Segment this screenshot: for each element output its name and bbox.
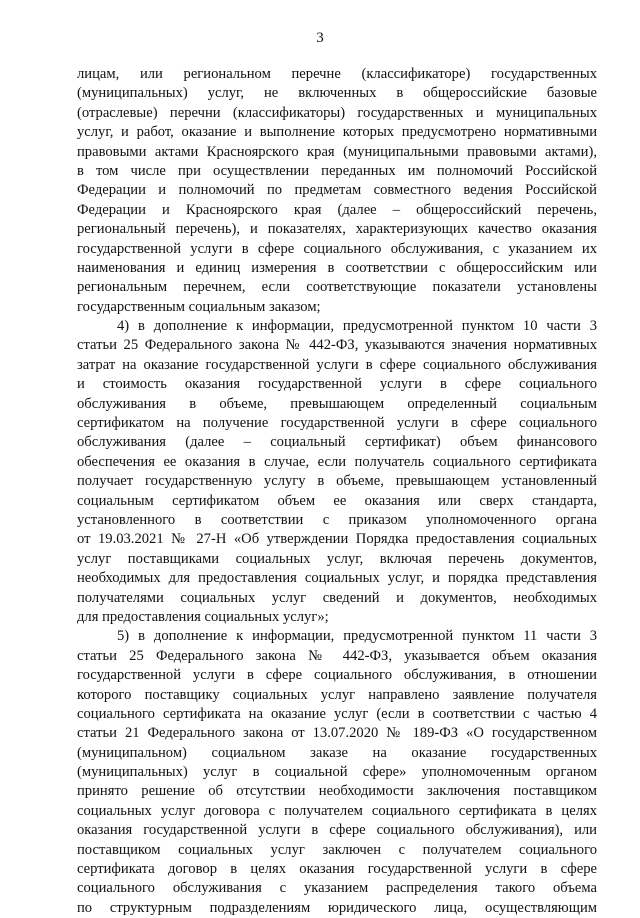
text-line: услуг, и работ, оказание и выполнение которых предусмотрено нормативными [77, 124, 597, 141]
text-line: от 19.03.2021 № 27-Н «Об утверждении Порядка предоставления социальных [77, 531, 597, 548]
text-line: (отраслевые) перечни (классификаторы) государственных и муниципальных [77, 104, 597, 121]
text-line: принято решение об отсутствии необходимости заключения поставщиком [77, 783, 597, 800]
text-line: статьи 25 Федерального закона № 442-ФЗ, указывается объем оказания [77, 647, 597, 664]
text-line: сертификата договор в целях оказания государственной услуги в сфере [77, 861, 597, 878]
text-line: региональным перечнем, если соответствующие показатели установлены [77, 279, 597, 296]
text-line: статьи 21 Федерального закона от 13.07.2020 № 189-ФЗ «О государственном [77, 725, 597, 742]
paragraph [77, 627, 597, 918]
paragraph [77, 317, 597, 627]
text-line: обслуживания (далее – социальный сертификат) объем финансового [77, 434, 597, 451]
text-line: в том числе при осуществлении переданных им полномочий Российской [77, 162, 597, 179]
text-line: обслуживания в объеме, превышающем определенный социальным [77, 395, 597, 412]
text-line: (муниципальных) услуг, не включенных в общероссийские базовые [77, 85, 597, 102]
text-line: государственным социальным заказом; [77, 298, 321, 315]
text-line: оказания государственной услуги в сфере социального обслуживания), или [77, 822, 597, 839]
page-number: 3 [316, 30, 324, 46]
text-line: услуг поставщиками социальных услуг, включая перечень документов, [77, 550, 597, 567]
text-line: и стоимость оказания государственной услуги в сфере социального [77, 376, 597, 393]
text-line: 5) в дополнение к информации, предусмотренной пунктом 11 части 3 [117, 628, 597, 645]
text-line: лицам, или региональном перечне (классификаторе) государственных [77, 66, 597, 82]
text-line: установленного в соответствии с приказом уполномоченного органа [77, 511, 597, 528]
text-line: правовыми актами Красноярского края (муниципальными правовыми актами), [77, 143, 597, 160]
text-line: наименования и единиц измерения в соответствии с общероссийским или [77, 259, 597, 276]
text-line: обеспечения ее оказания в случае, если получатель социального сертификата [77, 453, 597, 470]
text-line: социальных услуг договора с получателем социального сертификата в целях [77, 802, 597, 819]
text-line: статьи 25 Федерального закона № 442-ФЗ, указываются значения нормативных [77, 337, 597, 354]
text-line: для предоставления социальных услуг»; [77, 608, 329, 625]
text-line: социального обслуживания с указанием распределения такого объема [77, 880, 597, 897]
text-line: (муниципальном) социальном заказе на оказание государственных [77, 744, 597, 761]
text-line: сертификатом на получение государственной услуги в сфере социального [77, 415, 597, 432]
text-line: социального сертификата на оказание услуг (если в соответствии с частью 4 [77, 705, 597, 722]
text-line: по структурным подразделениям юридического лица, осуществляющим [77, 899, 597, 916]
text-line: государственной услуги в сфере социального обслуживания, с указанием их [77, 240, 597, 257]
text-line: социальным сертификатом объем ее оказания или сверх стандарта, [77, 492, 597, 509]
text-line: получателями социальных услуг сведений и документов, необходимых [77, 589, 597, 606]
text-line: которого поставщику социальных услуг направлено заявление получателя [77, 686, 597, 703]
text-line: поставщиком социальных услуг заключен с получателем социального [77, 841, 597, 858]
text-line: 4) в дополнение к информации, предусмотренной пунктом 10 части 3 [117, 318, 597, 335]
text-line: необходимых для предоставления социальных услуг, и порядка представления [77, 570, 597, 587]
text-line: затрат на оказание государственной услуги в сфере социального обслуживания [77, 356, 597, 373]
text-line: государственной услуги в сфере социального обслуживания, в отношении [77, 667, 597, 684]
text-line: Федерации и полномочий по предметам совместного ведения Российской [77, 182, 597, 199]
text-line: региональный перечень), и показателях, характеризующих качество оказания [77, 221, 597, 238]
text-line: Федерации и Красноярского края (далее – общероссийский перечень, [77, 201, 597, 218]
text-line: получает государственную услугу в объеме, превышающем установленный [77, 473, 597, 490]
paragraph [77, 65, 597, 317]
document-body [77, 65, 597, 918]
text-line: (муниципальных) услуг в социальной сфере» уполномоченным органом [77, 764, 597, 781]
